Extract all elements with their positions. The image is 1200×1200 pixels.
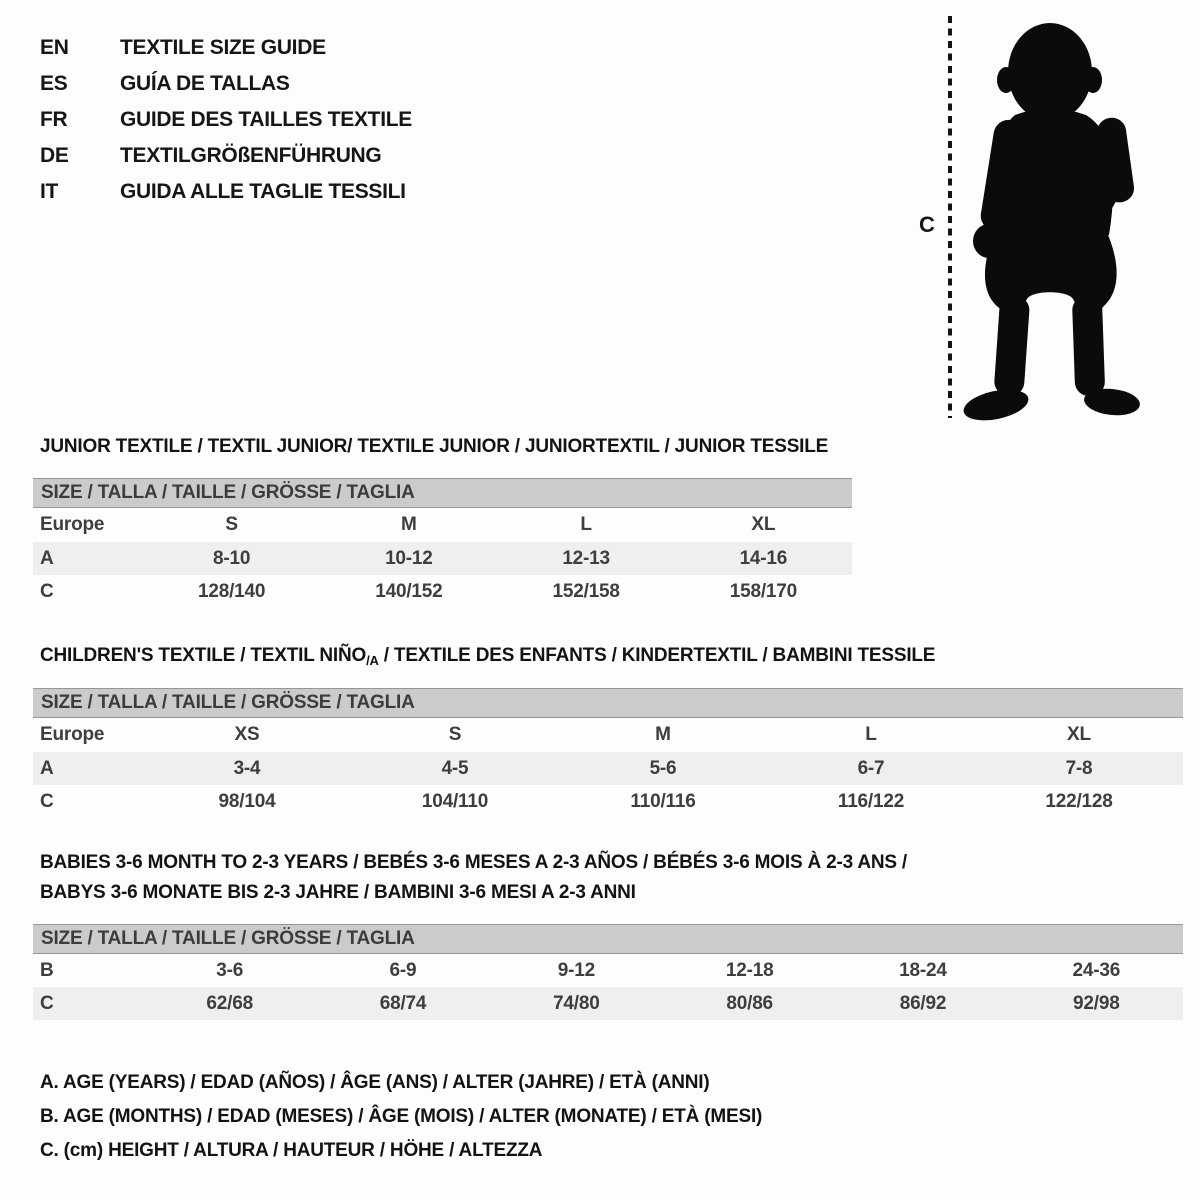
babies-months-5: 18-24 — [899, 959, 947, 981]
footnotes — [40, 1066, 762, 1168]
children-header-row — [33, 718, 1183, 752]
lang-row-de — [40, 138, 412, 174]
babies-height-1: 62/68 — [206, 992, 253, 1014]
children-row-age — [33, 752, 1183, 785]
children-title-post: / TEXTILE DES ENFANTS / KINDERTEXTIL / BAMBINI TESSILE — [378, 645, 936, 666]
children-col-xs: XS — [234, 724, 260, 745]
junior-age-m: 10-12 — [385, 547, 433, 569]
babies-table — [33, 924, 1183, 1020]
toddler-silhouette-icon — [961, 23, 1141, 426]
babies-row-months — [33, 954, 1183, 987]
toddler-figure — [900, 8, 1155, 428]
junior-age-xl: 14-16 — [739, 547, 788, 569]
junior-row-height-label: C — [40, 580, 54, 602]
junior-section-title: JUNIOR TEXTILE / TEXTIL JUNIOR/ TEXTILE JUNIOR / JUNIORTEXTIL / JUNIOR TESSILE — [40, 436, 829, 457]
height-measure-label: C — [919, 212, 935, 237]
junior-col-s: S — [225, 514, 238, 535]
children-height-s: 104/110 — [421, 790, 489, 812]
junior-height-m: 140/152 — [375, 580, 443, 602]
footnote-b: B. AGE (MONTHS) / EDAD (MESES) / ÂGE (MOIS) / ALTER (MONATE) / ETÀ (MESI) — [40, 1106, 763, 1127]
lang-title-es: GUÍA DE TALLAS — [120, 72, 290, 95]
babies-height-3: 74/80 — [553, 992, 600, 1014]
language-header — [40, 30, 412, 210]
lang-code-de: DE — [40, 144, 69, 167]
babies-height-6: 92/98 — [1073, 992, 1120, 1014]
babies-height-2: 68/74 — [379, 992, 427, 1014]
babies-months-1: 3-6 — [216, 959, 244, 981]
babies-row-height-label: C — [40, 992, 54, 1014]
babies-months-6: 24-36 — [1072, 959, 1121, 981]
children-age-xs: 3-4 — [233, 757, 261, 779]
babies-title-line1: BABIES 3-6 MONTH TO 2-3 YEARS / BEBÉS 3-6 MESES A 2-3 AÑOS / BÉBÉS 3-6 MOIS À 2-3 ANS / — [40, 852, 908, 873]
junior-col-l: L — [580, 514, 592, 535]
lang-title-fr: GUIDE DES TAILLES TEXTILE — [120, 108, 412, 131]
babies-height-5: 86/92 — [899, 992, 947, 1014]
junior-col-region: Europe — [40, 514, 105, 535]
children-col-s: S — [448, 724, 462, 745]
junior-row-age — [33, 542, 852, 575]
lang-code-it: IT — [40, 180, 59, 203]
junior-col-m: M — [401, 514, 417, 535]
babies-months-2: 6-9 — [389, 959, 417, 981]
children-col-m: M — [655, 724, 671, 745]
lang-code-en: EN — [40, 36, 69, 59]
children-size-header: SIZE / TALLA / TAILLE / GRÖSSE / TAGLIA — [33, 688, 1183, 718]
lang-row-es — [40, 66, 412, 102]
lang-row-it — [40, 174, 412, 210]
babies-section-title — [40, 848, 907, 908]
junior-size-header: SIZE / TALLA / TAILLE / GRÖSSE / TAGLIA — [33, 478, 852, 508]
children-height-l: 116/122 — [837, 790, 905, 812]
children-row-age-label: A — [40, 757, 54, 779]
children-height-m: 110/116 — [630, 790, 696, 812]
lang-row-en — [40, 30, 412, 66]
children-col-l: L — [865, 724, 877, 745]
lang-row-fr — [40, 102, 412, 138]
junior-age-l: 12-13 — [562, 547, 610, 569]
children-title-sub: /A — [366, 653, 379, 668]
lang-title-en: TEXTILE SIZE GUIDE — [120, 36, 326, 59]
junior-age-s: 8-10 — [213, 547, 251, 569]
children-table — [33, 688, 1183, 818]
junior-row-height — [33, 575, 852, 608]
junior-col-xl: XL — [751, 514, 776, 535]
footnote-a: A. AGE (YEARS) / EDAD (AÑOS) / ÂGE (ANS) / ALTER (JAHRE) / ETÀ (ANNI) — [40, 1072, 710, 1093]
children-row-height — [33, 785, 1183, 818]
babies-title-line2: BABYS 3-6 MONATE BIS 2-3 JAHRE / BAMBINI 3-6 MESI A 2-3 ANNI — [40, 882, 636, 903]
babies-row-height — [33, 987, 1183, 1020]
children-age-m: 5-6 — [649, 757, 677, 779]
children-height-xl: 122/128 — [1045, 790, 1113, 812]
footnote-c: C. (cm) HEIGHT / ALTURA / HAUTEUR / HÖHE / ALTEZZA — [40, 1140, 543, 1161]
children-row-height-label: C — [40, 790, 54, 812]
junior-height-xl: 158/170 — [729, 580, 798, 602]
junior-height-l: 152/158 — [552, 580, 620, 602]
babies-size-header: SIZE / TALLA / TAILLE / GRÖSSE / TAGLIA — [33, 924, 1183, 954]
lang-code-es: ES — [40, 72, 68, 95]
children-age-l: 6-7 — [857, 757, 885, 779]
children-section-title — [40, 645, 935, 668]
babies-months-3: 9-12 — [557, 959, 595, 981]
junior-row-age-label: A — [40, 547, 54, 569]
babies-row-months-label: B — [40, 959, 54, 981]
lang-code-fr: FR — [40, 108, 68, 131]
lang-title-de: TEXTILGRÖßENFÜHRUNG — [120, 144, 382, 167]
children-age-xl: 7-8 — [1065, 757, 1093, 779]
junior-height-s: 128/140 — [197, 580, 266, 602]
lang-title-it: GUIDA ALLE TAGLIE TESSILI — [120, 180, 406, 203]
children-height-xs: 98/104 — [218, 790, 276, 812]
children-title-pre: CHILDREN'S TEXTILE / TEXTIL NIÑO — [40, 645, 367, 666]
babies-months-4: 12-18 — [725, 959, 774, 981]
children-col-xl: XL — [1067, 724, 1091, 745]
junior-table — [33, 478, 852, 608]
babies-height-4: 80/86 — [726, 992, 773, 1014]
children-age-s: 4-5 — [441, 757, 469, 779]
children-col-region: Europe — [40, 724, 105, 745]
junior-header-row — [33, 508, 852, 542]
